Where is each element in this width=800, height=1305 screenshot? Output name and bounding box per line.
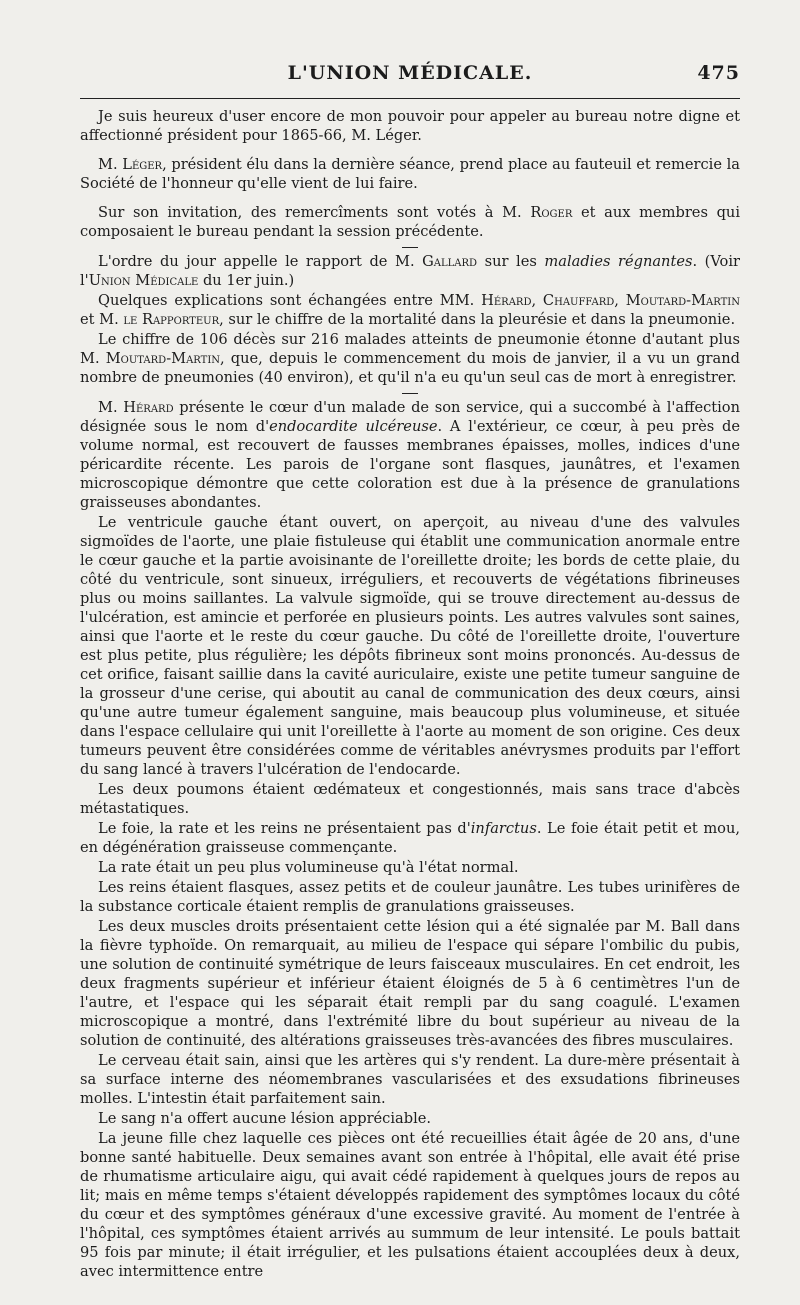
paragraph-p5: [80, 291, 740, 329]
page-number: 475: [697, 62, 740, 84]
paragraph-p9: [80, 780, 740, 818]
text-run: . Le foie était petit et mou, en dégénération graisseuse commençante.: [80, 820, 740, 856]
proper-name: Hérard: [123, 399, 174, 416]
paragraph-p1: [80, 107, 740, 145]
text-run: , que, depuis le commencement du mois de janvier, il a vu un grand nombre de pneumonies (40 environ), et qu'il n'a eu qu'un seul cas de mort à enregistrer.: [80, 350, 740, 386]
text-run: du 1er juin.): [198, 272, 295, 289]
emphasis: endocardite ulcéreuse: [269, 418, 438, 435]
text-run: Sur son invitation, des remercîments sont votés à M.: [98, 204, 531, 221]
proper-name: Roger: [530, 204, 573, 221]
text-run: Les reins étaient flasques, assez petits et de couleur jaunâtre. Les tubes urinifères de la substance corticale étaient remplis de granulations graisseuses.: [80, 879, 740, 915]
text-run: sur les: [477, 253, 545, 270]
text-run: Le foie, la rate et les reins ne présentaient pas d': [98, 820, 471, 837]
paragraph-p6: [80, 330, 740, 387]
paragraph-p13: [80, 917, 740, 1050]
text-run: Le sang n'a offert aucune lésion appréciable.: [98, 1110, 432, 1127]
paragraph-p12: [80, 878, 740, 916]
text-run: L'ordre du jour appelle le rapport de M.: [98, 253, 423, 270]
paragraph-p10: [80, 819, 740, 857]
text-run: Les deux poumons étaient œdémateux et congestionnés, mais sans trace d'abcès métastatiques.: [80, 781, 740, 817]
text-run: La rate était un peu plus volumineuse qu'à l'état normal.: [98, 859, 519, 876]
text-run: Quelques explications sont échangées entre MM.: [98, 292, 482, 309]
paragraph-p16: [80, 1129, 740, 1281]
emphasis: maladies régnantes: [544, 253, 693, 270]
proper-name: le Rapporteur: [123, 311, 220, 328]
paragraph-p11: [80, 858, 740, 877]
text-run: , président élu dans la dernière séance, prend place au fauteuil et remercie la Société de l'honneur qu'elle vient de lui faire.: [80, 156, 740, 192]
text-run: M.: [98, 156, 123, 173]
proper-name: Léger: [122, 156, 163, 173]
proper-name: Hérard, Chauffard, Moutard-Martin: [481, 292, 740, 309]
text-run: . A l'extérieur, ce cœur, à peu près de volume normal, est recouvert de fausses membranes épaisses, molles, indices d'une péricardite récente. Les parois de l'organe sont flasques, jaunâtres, et l'examen microscopique démontre que cette coloration est due à la présence de granulations graisseuses abondantes.: [80, 418, 740, 511]
paragraph-p4: [80, 252, 740, 290]
paragraph-p14: [80, 1051, 740, 1108]
text-run: Je suis heureux d'user encore de mon pouvoir pour appeler au bureau notre digne et affectionné président pour 1865-66, M. Léger.: [80, 108, 740, 144]
text-run: et M.: [80, 311, 124, 328]
article-body: [80, 107, 740, 1281]
text-run: M.: [98, 399, 124, 416]
paragraph-p7: [80, 398, 740, 512]
text-run: Le chiffre de 106 décès sur 216 malades atteints de pneumonie étonne d'autant plus M.: [80, 331, 740, 367]
header-rule: [80, 98, 740, 99]
proper-name: Gallard: [422, 253, 478, 270]
paragraph-p2: [80, 155, 740, 193]
text-run: . (Voir l': [80, 253, 740, 289]
proper-name: Moutard-Martin: [105, 350, 221, 367]
section-separator: [402, 393, 418, 394]
text-run: présente le cœur d'un malade de son service, qui a succombé à l'affection désignée sous le nom d': [80, 399, 740, 435]
paragraph-p15: [80, 1109, 740, 1128]
paragraph-p3: [80, 203, 740, 241]
section-separator: [402, 247, 418, 248]
text-run: , sur le chiffre de la mortalité dans la pleurésie et dans la pneumonie.: [219, 311, 736, 328]
running-header: [80, 62, 740, 92]
text-run: La jeune fille chez laquelle ces pièces ont été recueillies était âgée de 20 ans, d'une bonne santé habituelle. Deux semaines avant son entrée à l'hôpital, elle avait été prise de rhumatisme articulaire aigu, qui avait cédé rapidement à quelques jours de repos au lit; mais en même temps s'étaient développés rapidement des symptômes locaux du côté du cœur et des symptômes généraux d'une excessive gravité. Au moment de l'entrée à l'hôpital, ces symptômes étaient arrivés au summum de leur intensité. Le pouls battait 95 fois par minute; il était irrégulier, et les pulsations étaient accouplées deux à deux, avec intermittence entre: [80, 1130, 740, 1280]
text-run: Le cerveau était sain, ainsi que les artères qui s'y rendent. La dure-mère présentait à sa surface interne des néomembranes vascularisées et des exsudations fibrineuses molles. L'intestin était parfaitement sain.: [80, 1052, 740, 1107]
text-run: Le ventricule gauche étant ouvert, on aperçoit, au niveau d'une des valvules sigmoïdes de l'aorte, une plaie fistuleuse qui établit une communication anormale entre le cœur gauche et la partie avoisinante de l'oreillette droite; les bords de cette plaie, du côté du ventricule, sont sinueux, irréguliers, et recouverts de végétations fibrineuses plus ou moins saillantes. La valvule sigmoïde, qui se trouve directement au-dessus de l'ulcération, est amincie et perforée en plusieurs points. Les autres valvules sont saines, ainsi que l'aorte et le reste du cœur gauche. Du côté de l'oreillette droite, l'ouverture est plus petite, plus régulière; les dépôts fibrineux sont moins prononcés. Au-dessus de cet orifice, faisant saillie dans la cavité auriculaire, existe une petite tumeur sanguine de la grosseur d'une cerise, qui aboutit au canal de communication des deux cœurs, ainsi qu'une autre tumeur également sanguine, mais beaucoup plus volumineuse, et située dans l'espace cellulaire qui unit l'oreillette à l'aorte au moment de son origine. Ces deux tumeurs peuvent être considérées comme de véritables anévrysmes produits par l'effort du sang lancé à travers l'ulcération de l'endocarde.: [80, 514, 740, 778]
journal-title: L'UNION MÉDICALE.: [287, 62, 533, 84]
paragraph-p8: [80, 513, 740, 779]
emphasis: infarctus: [470, 820, 537, 837]
text-run: et aux membres qui composaient le bureau pendant la session précédente.: [80, 204, 740, 240]
proper-name: Union Médicale: [88, 272, 199, 289]
text-run: Les deux muscles droits présentaient cette lésion qui a été signalée par M. Ball dans la fièvre typhoïde. On remarquait, au milieu de l'espace qui sépare l'ombilic du pubis, une solution de continuité symétrique de leurs faisceaux musculaires. En cet endroit, les deux fragments supérieur et inférieur étaient éloignés de 5 à 6 centimètres l'un de l'autre, et l'espace qui les séparait était rempli par du sang coagulé. L'examen microscopique a montré, dans l'extrémité libre du bout supérieur au niveau de la solution de continuité, des altérations graisseuses très-avancées des fibres musculaires.: [80, 918, 740, 1049]
